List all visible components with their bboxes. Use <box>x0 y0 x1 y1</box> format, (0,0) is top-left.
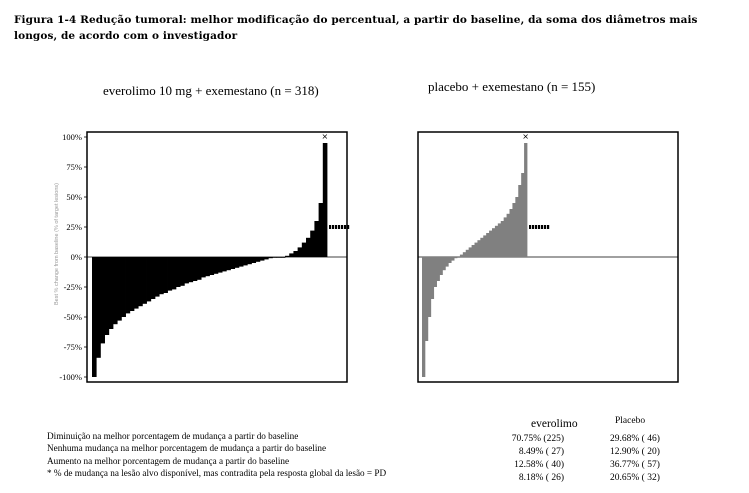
summary-row-label-decrease: Diminuição na melhor porcentagem de mudança a partir do baseline <box>47 431 299 441</box>
waterfall-bar <box>431 257 434 299</box>
waterfall-bar <box>260 257 265 261</box>
waterfall-bar <box>289 253 294 257</box>
waterfall-bar <box>460 255 463 257</box>
waterfall-bar <box>510 209 513 257</box>
pd-marker <box>532 225 534 229</box>
waterfall-bar <box>469 247 472 257</box>
right-panel-title: placebo + exemestano (n = 155) <box>428 79 596 94</box>
waterfall-bar <box>142 257 147 304</box>
waterfall-bar <box>109 257 114 329</box>
waterfall-bar <box>422 257 425 377</box>
y-tick-label: -50% <box>63 312 82 322</box>
waterfall-bar <box>495 226 498 257</box>
pd-marker <box>538 225 540 229</box>
y-axis-label: Best % change from baseline (% of target lesions) <box>54 183 60 305</box>
summary-value-everolimo-increase: 12.58% ( 40) <box>514 460 564 470</box>
waterfall-bar <box>189 257 194 282</box>
waterfall-bar <box>504 217 507 257</box>
waterfall-bar <box>268 257 273 258</box>
waterfall-bar <box>472 245 475 257</box>
waterfall-bar <box>197 257 202 280</box>
waterfall-bar <box>155 257 160 297</box>
waterfall-bar <box>251 257 256 263</box>
summary-value-everolimo-pd: 8.18% ( 26) <box>518 473 564 483</box>
waterfall-bar <box>306 238 311 257</box>
placebo-waterfall-chart <box>410 128 690 388</box>
waterfall-bar <box>518 185 521 257</box>
waterfall-bar <box>454 257 457 258</box>
waterfall-bar <box>475 243 478 257</box>
waterfall-bar <box>440 257 443 275</box>
summary-value-placebo-increase: 36.77% ( 57) <box>610 460 660 470</box>
waterfall-bar <box>302 243 307 257</box>
waterfall-bar <box>521 173 524 257</box>
waterfall-bar <box>428 257 431 317</box>
waterfall-bar <box>310 231 315 257</box>
waterfall-bar <box>126 257 131 313</box>
waterfall-bar <box>201 257 206 277</box>
waterfall-bar <box>168 257 173 291</box>
pd-marker <box>541 225 543 229</box>
waterfall-bar <box>134 257 139 309</box>
waterfall-bar <box>214 257 219 274</box>
waterfall-bar <box>515 197 518 257</box>
waterfall-bar <box>314 221 319 257</box>
waterfall-bar <box>272 257 277 258</box>
waterfall-bar <box>492 228 495 257</box>
waterfall-bar <box>434 257 437 287</box>
summary-value-everolimo-no-change: 8.49% ( 27) <box>518 447 564 457</box>
waterfall-bar <box>210 257 215 275</box>
figure-title: Figura 1-4 Redução tumoral: melhor modificação do percentual, a partir do baseline, da soma dos diâmetros mais longos, de acordo com o investigador <box>14 14 698 42</box>
waterfall-bar <box>319 203 324 257</box>
waterfall-bar <box>92 257 97 377</box>
waterfall-bar <box>176 257 181 287</box>
pd-marker <box>338 225 340 229</box>
waterfall-bar <box>457 257 460 258</box>
waterfall-bar <box>230 257 235 269</box>
waterfall-bar <box>466 250 469 257</box>
waterfall-bar <box>486 233 489 257</box>
waterfall-bar <box>247 257 252 264</box>
waterfall-bar <box>445 257 448 267</box>
y-tick-label: -75% <box>63 342 82 352</box>
waterfall-bar <box>507 214 510 257</box>
pd-marker <box>332 225 334 229</box>
summary-value-placebo-pd: 20.65% ( 32) <box>610 473 660 483</box>
waterfall-bar <box>147 257 152 301</box>
y-tick-label: 25% <box>66 222 82 232</box>
waterfall-bar <box>437 257 440 281</box>
waterfall-bar <box>293 251 298 257</box>
waterfall-bar <box>226 257 231 270</box>
waterfall-bar <box>501 221 504 257</box>
waterfall-bar <box>442 257 445 270</box>
waterfall-bar <box>489 231 492 257</box>
pd-marker <box>547 225 549 229</box>
waterfall-bar <box>117 257 122 321</box>
pd-marker <box>335 225 337 229</box>
y-tick-label: 50% <box>66 192 82 202</box>
y-tick-label: 100% <box>62 132 82 142</box>
pd-marker <box>341 225 343 229</box>
waterfall-bar <box>151 257 156 299</box>
waterfall-bar <box>281 257 286 258</box>
y-tick-label: 0% <box>70 252 82 262</box>
waterfall-bar <box>448 257 451 263</box>
pd-marker <box>535 225 537 229</box>
summary-header-everolimo: everolimo <box>531 418 578 430</box>
summary-header-placebo: Placebo <box>615 416 646 426</box>
waterfall-bar <box>480 238 483 257</box>
waterfall-bar <box>512 203 515 257</box>
waterfall-bar <box>105 257 110 335</box>
waterfall-bar <box>121 257 126 317</box>
waterfall-bar <box>285 256 290 257</box>
waterfall-bar <box>130 257 135 311</box>
waterfall-bar <box>138 257 143 306</box>
y-tick-label: -25% <box>63 282 82 292</box>
pd-marker <box>544 225 546 229</box>
waterfall-bar <box>172 257 177 289</box>
waterfall-bar <box>180 257 185 286</box>
pd-marker <box>344 225 346 229</box>
waterfall-bar <box>425 257 428 341</box>
summary-value-placebo-decrease: 29.68% ( 46) <box>610 434 660 444</box>
waterfall-bar <box>323 143 328 257</box>
pd-marker <box>347 225 349 229</box>
waterfall-bar <box>235 257 240 268</box>
waterfall-bar <box>498 223 501 257</box>
waterfall-bar <box>113 257 118 324</box>
summary-row-label-pd-footnote: * % de mudança na lesão alvo disponível, mas contradita pela resposta global da lesão = PD <box>47 468 387 478</box>
waterfall-bar <box>159 257 164 294</box>
waterfall-bar <box>184 257 189 283</box>
waterfall-bar <box>524 143 527 257</box>
waterfall-bar <box>205 257 210 276</box>
y-tick-label: -100% <box>59 372 82 382</box>
waterfall-bar <box>477 240 480 257</box>
y-tick-label: 75% <box>66 162 82 172</box>
waterfall-bar <box>193 257 198 281</box>
pd-marker <box>329 225 331 229</box>
waterfall-bar <box>239 257 244 267</box>
summary-value-everolimo-decrease: 70.75% (225) <box>511 434 564 444</box>
waterfall-bar <box>96 257 101 358</box>
waterfall-bar <box>256 257 261 262</box>
left-panel-title: everolimo 10 mg + exemestano (n = 318) <box>103 83 319 98</box>
waterfall-bar <box>243 257 248 265</box>
waterfall-bar <box>100 257 105 343</box>
waterfall-bar <box>264 257 269 259</box>
waterfall-bar <box>163 257 168 293</box>
summary-row-label-no-change: Nenhuma mudança na melhor porcentagem de mudança a partir do baseline <box>47 443 327 453</box>
everolimus-waterfall-chart <box>40 128 360 388</box>
summary-row-label-increase: Aumento na melhor porcentagem de mudança a partir do baseline <box>47 456 290 466</box>
waterfall-bar <box>218 257 223 273</box>
waterfall-bar <box>222 257 227 271</box>
waterfall-bar <box>483 235 486 257</box>
waterfall-bar <box>298 247 303 257</box>
top-marker: × <box>522 132 529 141</box>
top-marker: × <box>321 132 329 141</box>
waterfall-bar <box>463 252 466 257</box>
waterfall-bar <box>451 257 454 261</box>
pd-marker <box>529 225 531 229</box>
summary-value-placebo-no-change: 12.90% ( 20) <box>610 447 660 457</box>
waterfall-bar <box>277 257 282 258</box>
